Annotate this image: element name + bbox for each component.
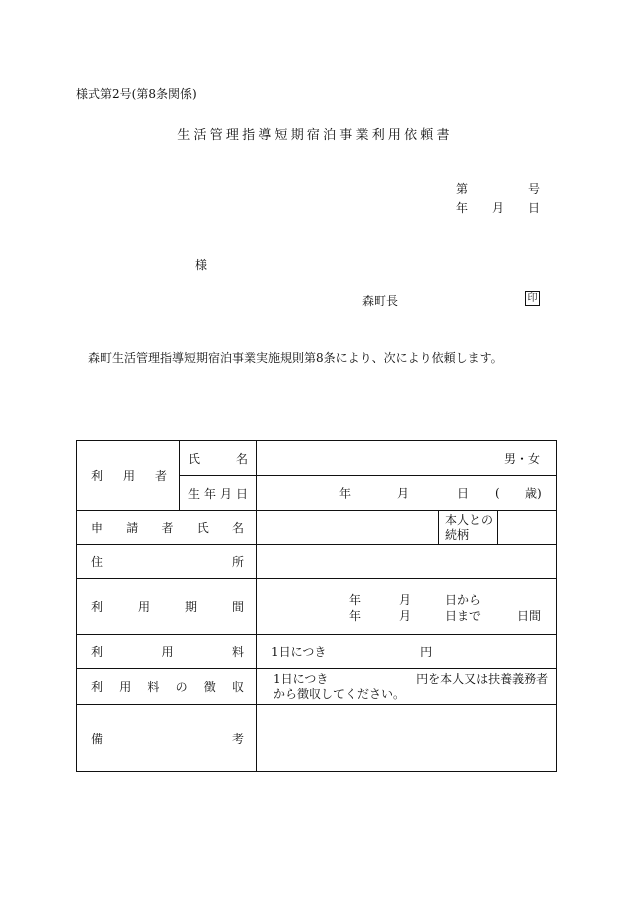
table-row [77, 545, 557, 579]
period-from: 日から [445, 592, 482, 607]
label-char: 名 [235, 451, 248, 466]
name-label-cell [180, 441, 257, 476]
label-char: 利 [91, 600, 104, 614]
address-field[interactable] [257, 545, 557, 579]
label-char: 徴 [203, 680, 216, 694]
period-days: 日間 [517, 608, 542, 623]
label-char: 申 [91, 521, 104, 535]
label-char: 住 [91, 555, 104, 569]
label-char: 名 [231, 521, 244, 535]
label-char: の [175, 680, 188, 694]
label-char: 収 [231, 680, 244, 694]
label-char: 日 [235, 486, 248, 501]
table-row [77, 579, 557, 635]
period-start-month: 月 [399, 592, 412, 607]
label-char: 用 [137, 600, 150, 614]
label-char: 期 [184, 600, 197, 614]
relation-label-line-1: 本人との [445, 512, 494, 527]
date-year: 年 [456, 201, 469, 215]
user-label-cell [77, 441, 180, 511]
age-close: 歳) [525, 486, 542, 501]
table-row [77, 705, 557, 772]
remarks-label [77, 730, 256, 747]
period-start-year: 年 [349, 592, 362, 607]
label-char: 者 [161, 521, 174, 535]
addressee-suffix: 様 [195, 258, 208, 272]
label-char: 利 [91, 680, 104, 694]
collection-line-2: から徴収してください。 [273, 686, 406, 701]
collection-label [77, 678, 256, 695]
label-char: 氏 [196, 521, 209, 535]
collection-line-1 [273, 672, 556, 687]
name-label [180, 450, 256, 467]
label-char: 間 [231, 600, 244, 614]
request-statement: 森町生活管理指導短期宿泊事業実施規則第8条により、次により依頼します。 [88, 351, 503, 365]
collection-per-day: 1日につき [273, 671, 329, 686]
application-table [76, 440, 557, 772]
period-to: 日まで [445, 608, 482, 623]
document-title: 生活管理指導短期宿泊事業利用依頼書 [177, 128, 453, 143]
period-field[interactable] [257, 579, 557, 635]
label-char: 生 [188, 486, 201, 501]
table-row [77, 669, 557, 705]
label-char: 備 [91, 731, 104, 746]
label-char: 利 [91, 645, 104, 659]
fee-field[interactable] [257, 635, 557, 669]
period-label [77, 598, 256, 615]
issuer: 森町長 [362, 294, 399, 308]
age-open: ( [495, 486, 500, 500]
period-end [257, 607, 556, 623]
fee-label-cell [77, 635, 257, 669]
remarks-field[interactable] [257, 705, 557, 772]
fee-label [77, 643, 256, 660]
label-char: 月 [219, 486, 232, 501]
collection-payer: 円を本人又は扶養義務者 [416, 671, 549, 686]
birth-field[interactable] [257, 476, 557, 511]
date-day: 日 [527, 201, 540, 215]
address-label-cell [77, 545, 257, 579]
applicant-name-field[interactable] [257, 511, 439, 545]
applicant-label [77, 519, 256, 536]
form-number: 様式第2号(第8条関係) [76, 87, 197, 101]
number-suffix: 号 [527, 182, 540, 196]
name-field[interactable] [257, 441, 557, 476]
birth-label-cell [180, 476, 257, 511]
period-end-month: 月 [399, 608, 412, 623]
seal-mark: 印 [525, 291, 540, 306]
label-char: 用 [122, 469, 135, 483]
period-start [257, 591, 556, 607]
birth-day: 日 [457, 486, 470, 501]
remarks-label-cell [77, 705, 257, 772]
label-char: 考 [231, 731, 244, 746]
collection-field[interactable] [257, 669, 557, 705]
table-row [77, 441, 557, 476]
number-prefix: 第 [456, 182, 469, 196]
gender-choice[interactable]: 男・女 [503, 451, 540, 466]
label-char: 料 [231, 645, 244, 659]
label-char: 氏 [188, 451, 201, 466]
user-label [77, 467, 179, 484]
label-char: 用 [161, 645, 174, 659]
relation-label-line-2: 続柄 [445, 527, 470, 542]
birth-year: 年 [339, 486, 352, 501]
table-row [77, 635, 557, 669]
table-row [77, 511, 557, 545]
document-date [456, 199, 540, 216]
period-end-year: 年 [349, 608, 362, 623]
collection-label-cell [77, 669, 257, 705]
address-label [77, 553, 256, 570]
fee-per-day: 1日につき [271, 645, 327, 659]
label-char: 料 [147, 680, 160, 694]
relation-label-cell [439, 511, 498, 545]
birth-label [180, 485, 256, 502]
label-char: 者 [154, 469, 167, 483]
date-month: 月 [491, 201, 504, 215]
label-char: 所 [231, 555, 244, 569]
label-char: 利 [91, 469, 104, 483]
relation-field[interactable] [498, 511, 557, 545]
period-label-cell [77, 579, 257, 635]
fee-unit: 円 [420, 645, 433, 659]
label-char: 請 [126, 521, 139, 535]
document-number [456, 180, 540, 197]
birth-month: 月 [397, 486, 410, 501]
label-char: 用 [119, 680, 132, 694]
applicant-label-cell [77, 511, 257, 545]
label-char: 年 [203, 486, 216, 501]
